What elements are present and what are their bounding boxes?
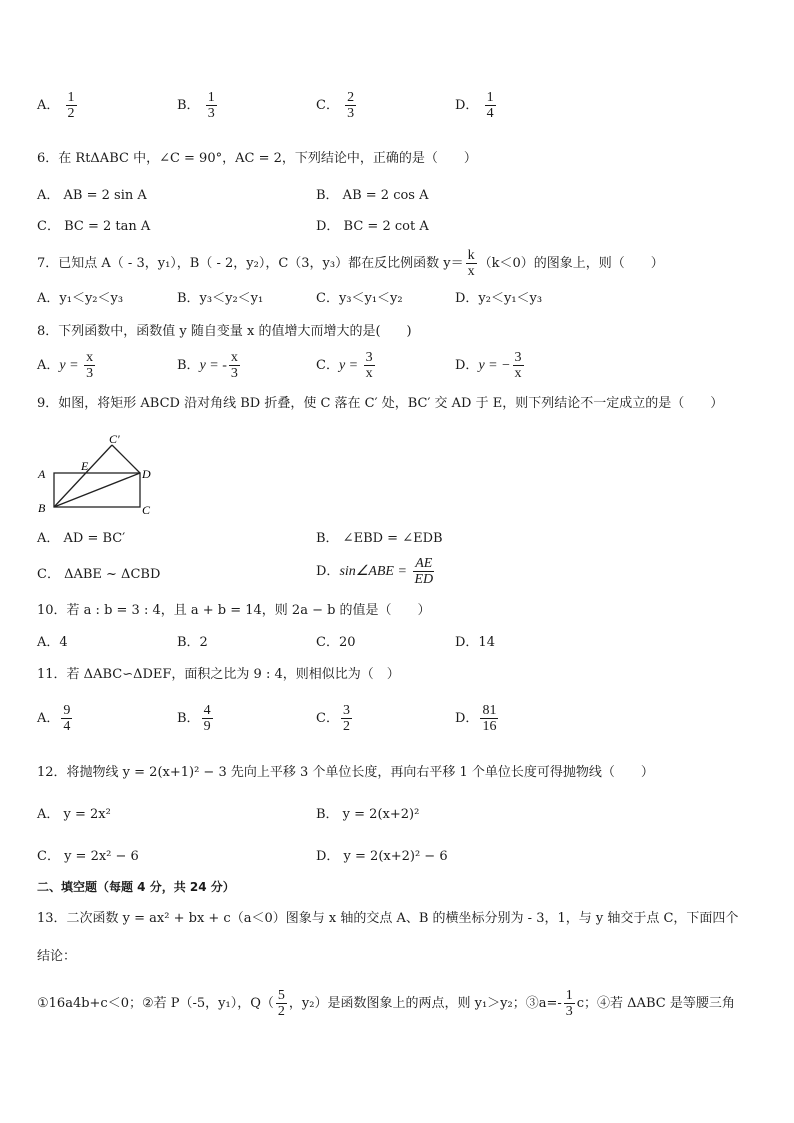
- q6-stem: 6．在 RtΔABC 中，∠C = 90°，AC = 2，下列结论中，正确的是（ ）: [37, 151, 477, 166]
- q5-option-c: C． $\frac{2}{3}$: [316, 90, 355, 121]
- q13-conclusions: ①16a4b+c＜0；②若 P（-5，y₁），Q（ $\frac{5}{2}$ ，y₂）是函数图象上的两点，则 y₁＞y₂；③a=- $\frac{1}{3}$ c；④若 ΔABC 是等腰三角: [37, 988, 735, 1019]
- fraction: $\frac{x}{3}$: [230, 350, 238, 381]
- q5-option-b: B． $\frac{1}{3}$: [177, 90, 215, 121]
- q10-option-b: B．2: [177, 635, 208, 650]
- fraction: $\frac{4}{9}$: [203, 703, 211, 734]
- q12-option-a: A． y = 2x²: [37, 807, 111, 822]
- fraction: $\frac{x}{3}$: [86, 350, 94, 381]
- fraction: $\frac{1}{3}$: [565, 988, 573, 1019]
- segment-c-prime-d: [112, 445, 140, 473]
- fraction: $\frac{3}{x}$: [365, 350, 373, 381]
- q6-option-b: B． AB = 2 cos A: [316, 188, 429, 203]
- q8-stem: 8．下列函数中，函数值 y 随自变量 x 的值增大而增大的是( ): [37, 324, 412, 339]
- q12-stem: 12．将抛物线 y = 2(x+1)² − 3 先向上平移 3 个单位长度，再向右平移 1 个单位长度可得抛物线（ ）: [37, 765, 654, 780]
- q5-option-a: A． $\frac{1}{2}$: [37, 90, 75, 121]
- q8-option-b: B．y = - $\frac{x}{3}$: [177, 350, 238, 381]
- q7-option-b: B．y₃＜y₂＜y₁: [177, 291, 264, 306]
- q8-option-a: A．y = $\frac{x}{3}$: [37, 350, 94, 381]
- q7-option-c: C．y₃＜y₁＜y₂: [316, 291, 403, 306]
- fraction: $\frac{81}{16}$: [482, 703, 497, 734]
- q6-option-a: A． AB = 2 sin A: [37, 188, 147, 203]
- q9-option-d: D．sin∠ABE = $\frac{AE}{ED}$: [316, 556, 434, 587]
- q11-option-b: B． $\frac{4}{9}$: [177, 703, 211, 734]
- q10-stem: 10．若 a : b = 3 : 4，且 a + b = 14，则 2a − b 的值是（ ）: [37, 603, 431, 618]
- q13-stem-cont: 结论：: [37, 949, 77, 964]
- fraction: $\frac{9}{4}$: [63, 703, 71, 734]
- diagonal-bd: [54, 473, 140, 507]
- label-c: C: [142, 503, 151, 516]
- q7-option-a: A．y₁＜y₂＜y₃: [37, 291, 124, 306]
- q7-stem: 7．已知点 A（ - 3，y₁），B（ - 2，y₂），C（3，y₃）都在反比例函数 y＝ $\frac{k}{x}$ （k＜0）的图象上，则（ ）: [37, 248, 664, 279]
- fraction: $\frac{1}{3}$: [207, 90, 215, 121]
- fraction: $\frac{k}{x}$: [467, 248, 475, 279]
- label-c-prime: C': [109, 432, 120, 446]
- q6-option-c: C． BC = 2 tan A: [37, 219, 151, 234]
- q5-option-d: D． $\frac{1}{4}$: [455, 90, 494, 121]
- q10-option-a: A．4: [37, 635, 68, 650]
- fraction: $\frac{3}{x}$: [514, 350, 522, 381]
- fraction: $\frac{1}{2}$: [67, 90, 75, 121]
- fraction: $\frac{5}{2}$: [277, 988, 285, 1019]
- fraction: $\frac{1}{4}$: [486, 90, 494, 121]
- q12-option-c: C． y = 2x² − 6: [37, 849, 139, 864]
- section-heading-fill-in: 二、填空题（每题 4 分，共 24 分）: [37, 880, 235, 894]
- q11-option-d: D． $\frac{81}{16}$: [455, 703, 497, 734]
- label-b: B: [38, 501, 46, 515]
- rectangle-fold-figure: [34, 430, 164, 516]
- q9-option-a: A． AD = BC′: [37, 531, 126, 546]
- q12-option-d: D． y = 2(x+2)² − 6: [316, 849, 448, 864]
- q11-option-c: C． $\frac{3}{2}$: [316, 703, 350, 734]
- q9-option-b: B． ∠EBD = ∠EDB: [316, 531, 443, 546]
- q9-stem: 9．如图，将矩形 ABCD 沿对角线 BD 折叠，使 C 落在 C′ 处，BC′ 交 AD 于 E，则下列结论不一定成立的是（ ）: [37, 396, 724, 411]
- label-e: E: [81, 459, 89, 473]
- q12-option-b: B． y = 2(x+2)²: [316, 807, 420, 822]
- label-d: D: [142, 467, 151, 481]
- fraction: $\frac{3}{2}$: [342, 703, 350, 734]
- fraction: $\frac{2}{3}$: [347, 90, 355, 121]
- q6-option-d: D． BC = 2 cot A: [316, 219, 429, 234]
- q13-stem: 13．二次函数 y = ax² + bx + c（a＜0）图象与 x 轴的交点 A、B 的横坐标分别为 - 3，1，与 y 轴交于点 C，下面四个: [37, 911, 739, 926]
- q11-option-a: A． $\frac{9}{4}$: [37, 703, 71, 734]
- q9-option-c: C． ΔABE ~ ΔCBD: [37, 567, 161, 582]
- q8-option-c: C．y = $\frac{3}{x}$: [316, 350, 373, 381]
- q10-option-d: D．14: [455, 635, 495, 650]
- q11-stem: 11．若 ΔABC∽ΔDEF，面积之比为 9 : 4，则相似比为（ ）: [37, 667, 400, 682]
- q10-option-c: C．20: [316, 635, 356, 650]
- label-a: A: [38, 467, 46, 481]
- q8-option-d: D．y = − $\frac{3}{x}$: [455, 350, 522, 381]
- segment-bc-prime: [54, 445, 112, 507]
- fraction: $\frac{AE}{ED}$: [414, 556, 434, 587]
- q7-option-d: D．y₂＜y₁＜y₃: [455, 291, 543, 306]
